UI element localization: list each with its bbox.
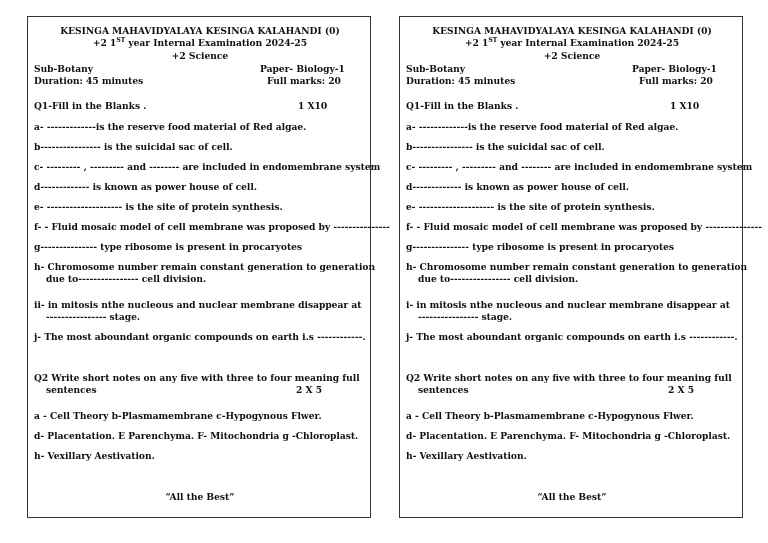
q2-item-line1: a - Cell Theory b-Plasmamembrane c-Hypogynous Flwer. bbox=[406, 411, 694, 422]
q2-marks: 2 X 5 bbox=[296, 385, 323, 396]
stream: +2 Science bbox=[543, 51, 601, 62]
q1-item-a: a- -------------is the reserve food material of Red algae. bbox=[34, 122, 307, 133]
q1-item-h-cont: due to---------------- cell division. bbox=[46, 274, 207, 285]
q2-title: Q2 Write short notes on any five with three to four meaning full bbox=[34, 373, 360, 384]
q1-item-i-cont: ---------------- stage. bbox=[418, 312, 513, 323]
q1-item-e: e- -------------------- is the site of protein synthesis. bbox=[406, 202, 655, 213]
q1-item-h: h- Chromosome number remain constant generation to generation bbox=[406, 262, 748, 273]
q1-item-d: d------------- is known as power house of cell. bbox=[406, 182, 629, 193]
stream: +2 Science bbox=[171, 51, 229, 62]
subject: Sub-Botany bbox=[34, 64, 94, 75]
q1-item-f: f- - Fluid mosaic model of cell membrane was proposed by --------------- bbox=[406, 222, 762, 233]
q1-item-b: b---------------- is the suicidal sac of cell. bbox=[34, 142, 233, 153]
q1-item-f: f- - Fluid mosaic model of cell membrane was proposed by --------------- bbox=[34, 222, 390, 233]
exam-page-left bbox=[27, 16, 390, 518]
full-marks: Full marks: 20 bbox=[267, 76, 341, 87]
q1-item-c: c- --------- , --------- and -------- are included in endomembrane system bbox=[406, 162, 753, 173]
college-name: KESINGA MAHAVIDYALAYA KESINGA KALAHANDI (0) bbox=[432, 26, 712, 37]
q2-item-line2: d- Placentation. E Parenchyma. F- Mitochondria g -Chloroplast. bbox=[34, 431, 359, 442]
q1-marks: 1 X10 bbox=[670, 101, 700, 112]
full-marks: Full marks: 20 bbox=[639, 76, 713, 87]
closing-wish: “All the Best” bbox=[165, 492, 235, 503]
exam-title: +2 1ST year Internal Examination 2024-25 bbox=[464, 37, 680, 49]
duration: Duration: 45 minutes bbox=[34, 76, 144, 87]
q2-title: Q2 Write short notes on any five with three to four meaning full bbox=[406, 373, 732, 384]
q1-item-i: ii- in mitosis nthe nucleous and nuclear membrane disappear at bbox=[34, 300, 362, 311]
q1-item-b: b---------------- is the suicidal sac of cell. bbox=[406, 142, 605, 153]
exam-page-right bbox=[399, 16, 762, 518]
q2-marks: 2 X 5 bbox=[668, 385, 695, 396]
q1-item-e: e- -------------------- is the site of protein synthesis. bbox=[34, 202, 283, 213]
q1-item-h-cont: due to---------------- cell division. bbox=[418, 274, 579, 285]
college-name: KESINGA MAHAVIDYALAYA KESINGA KALAHANDI (0) bbox=[60, 26, 340, 37]
paper: Paper- Biology-1 bbox=[632, 64, 717, 75]
q1-item-d: d------------- is known as power house of cell. bbox=[34, 182, 257, 193]
q1-item-a: a- -------------is the reserve food material of Red algae. bbox=[406, 122, 679, 133]
q1-item-j: j- The most aboundant organic compounds on earth i.s ------------. bbox=[34, 332, 366, 343]
q2-title-cont: sentences bbox=[418, 385, 469, 396]
q1-item-c: c- --------- , --------- and -------- are included in endomembrane system bbox=[34, 162, 381, 173]
q1-item-g: g--------------- type ribosome is present in procaryotes bbox=[34, 242, 303, 253]
q2-item-line1: a - Cell Theory b-Plasmamembrane c-Hypogynous Flwer. bbox=[34, 411, 322, 422]
q1-item-j: j- The most aboundant organic compounds on earth i.s ------------. bbox=[406, 332, 738, 343]
q2-title-cont: sentences bbox=[46, 385, 97, 396]
q1-title: Q1-Fill in the Blanks . bbox=[34, 101, 147, 112]
q1-item-g: g--------------- type ribosome is present in procaryotes bbox=[406, 242, 675, 253]
paper: Paper- Biology-1 bbox=[260, 64, 345, 75]
subject: Sub-Botany bbox=[406, 64, 466, 75]
q2-item-line3: h- Vexillary Aestivation. bbox=[406, 451, 527, 462]
q1-title: Q1-Fill in the Blanks . bbox=[406, 101, 519, 112]
q2-item-line3: h- Vexillary Aestivation. bbox=[34, 451, 155, 462]
q1-item-h: h- Chromosome number remain constant generation to generation bbox=[34, 262, 376, 273]
duration: Duration: 45 minutes bbox=[406, 76, 516, 87]
q1-item-i: i- in mitosis nthe nucleous and nuclear membrane disappear at bbox=[406, 300, 730, 311]
closing-wish: “All the Best” bbox=[537, 492, 607, 503]
q2-item-line2: d- Placentation. E Parenchyma. F- Mitochondria g -Chloroplast. bbox=[406, 431, 731, 442]
exam-title: +2 1ST year Internal Examination 2024-25 bbox=[92, 37, 308, 49]
q1-item-i-cont: ---------------- stage. bbox=[46, 312, 141, 323]
q1-marks: 1 X10 bbox=[298, 101, 328, 112]
